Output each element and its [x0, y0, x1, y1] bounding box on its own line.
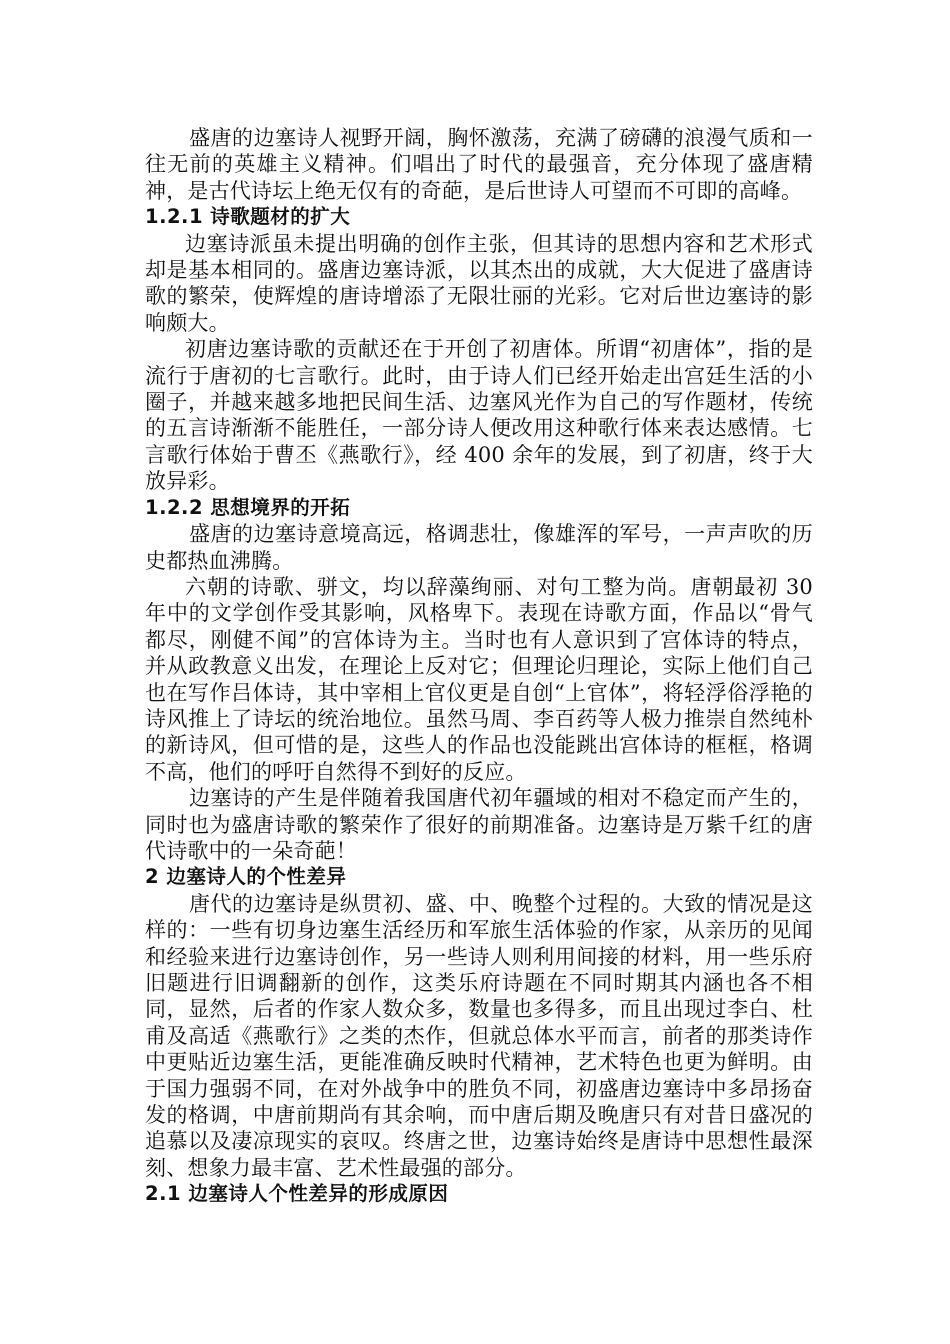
paragraph-intro: 盛唐的边塞诗人视野开阔，胸怀激荡，充满了磅礴的浪漫气质和一往无前的英雄主义精神。们唱出了时代的最强音，充分体现了盛唐精神，是古代诗坛上绝无仅有的奇葩，是后世诗人可望而不可即的高峰。 [145, 126, 813, 203]
section-heading-2-1: 2.1 边塞诗人个性差异的形成原因 [145, 1182, 449, 1206]
section-heading-1-2-1: 1.2.1 诗歌题材的扩大 [145, 205, 351, 229]
paragraph-frontier-school: 边塞诗派虽未提出明确的创作主张，但其诗的思想内容和艺术形式却是基本相同的。盛唐边塞诗派，以其杰出的成就，大大促进了盛唐诗歌的繁荣，使辉煌的唐诗增添了无限壮丽的光彩。它对后世边塞诗的影响颇大。 [145, 231, 813, 335]
document-page [145, 125, 813, 1208]
paragraph-frontier-origin: 边塞诗的产生是伴随着我国唐代初年疆域的相对不稳定而产生的，同时也为盛唐诗歌的繁荣作了很好的前期准备。边塞诗是万紫千红的唐代诗歌中的一朵奇葩！ [145, 786, 813, 863]
paragraph-high-tang-mood: 盛唐的边塞诗意境高远，格调悲壮，像雄浑的军号，一声声吹的历史都热血沸腾。 [145, 522, 813, 573]
section-heading-1-2-2: 1.2.2 思想境界的开拓 [145, 495, 351, 519]
paragraph-six-dynasties: 六朝的诗歌、骈文，均以辞藻绚丽、对句工整为尚。唐朝最初 30 年中的文学创作受其影响，风格卑下。表现在诗歌方面，作品以“骨气都尽，刚健不闻”的宫体诗为主。当时也有人意识到了宫体诗的特点，并从政教意义出发，在理论上反对它；但理论归理论，实际上他们自己也在写作吕体诗，其中宰相上官仪更是自创“上官体”，将轻浮俗浮艳的诗风推上了诗坛的统治地位。虽然马周、李百药等人极力推崇自然纯朴的新诗风，但可惜的是，这些人的作品也没能跳出宫体诗的框框，格调不高，他们的呼吁自然得不到好的反应。 [145, 574, 813, 784]
paragraph-early-tang-style: 初唐边塞诗歌的贡献还在于开创了初唐体。所谓“初唐体”，指的是流行于唐初的七言歌行。此时，由于诗人们已经开始走出宫廷生活的小圈子，并越来越多地把民间生活、边塞风光作为自己的写作题材，传统的五言诗渐渐不能胜任，一部分诗人便改用这种歌行体来表达感情。七言歌行体始于曹丕《燕歌行》，经 400 余年的发展，到了初唐，终于大放异彩。 [145, 337, 813, 494]
paragraph-tang-frontier-overview: 唐代的边塞诗是纵贯初、盛、中、晚整个过程的。大致的情况是这样的：一些有切身边塞生活经历和军旅生活体验的作家，从亲历的见闻和经验来进行边塞诗创作，另一些诗人则利用间接的材料，用一些乐府旧题进行旧调翻新的创作，这类乐府诗题在不同时期其内涵也各不相同，显然，后者的作家人数众多，数量也多得多，而且出现过李白、杜甫及高适《燕歌行》之类的杰作，但就总体水平而言，前者的那类诗作中更贴近边塞生活，更能准确反映时代精神，艺术特色也更为鲜明。由于国力强弱不同，在对外战争中的胜负不同，初盛唐边塞诗中多昂扬奋发的格调，中唐前期尚有其余响，而中唐后期及晚唐只有对昔日盛况的追慕以及凄凉现实的哀叹。终唐之世，边塞诗始终是唐诗中思想性最深刻、想象力最丰富、艺术性最强的部分。 [145, 891, 813, 1180]
section-heading-2: 2 边塞诗人的个性差异 [145, 865, 347, 889]
